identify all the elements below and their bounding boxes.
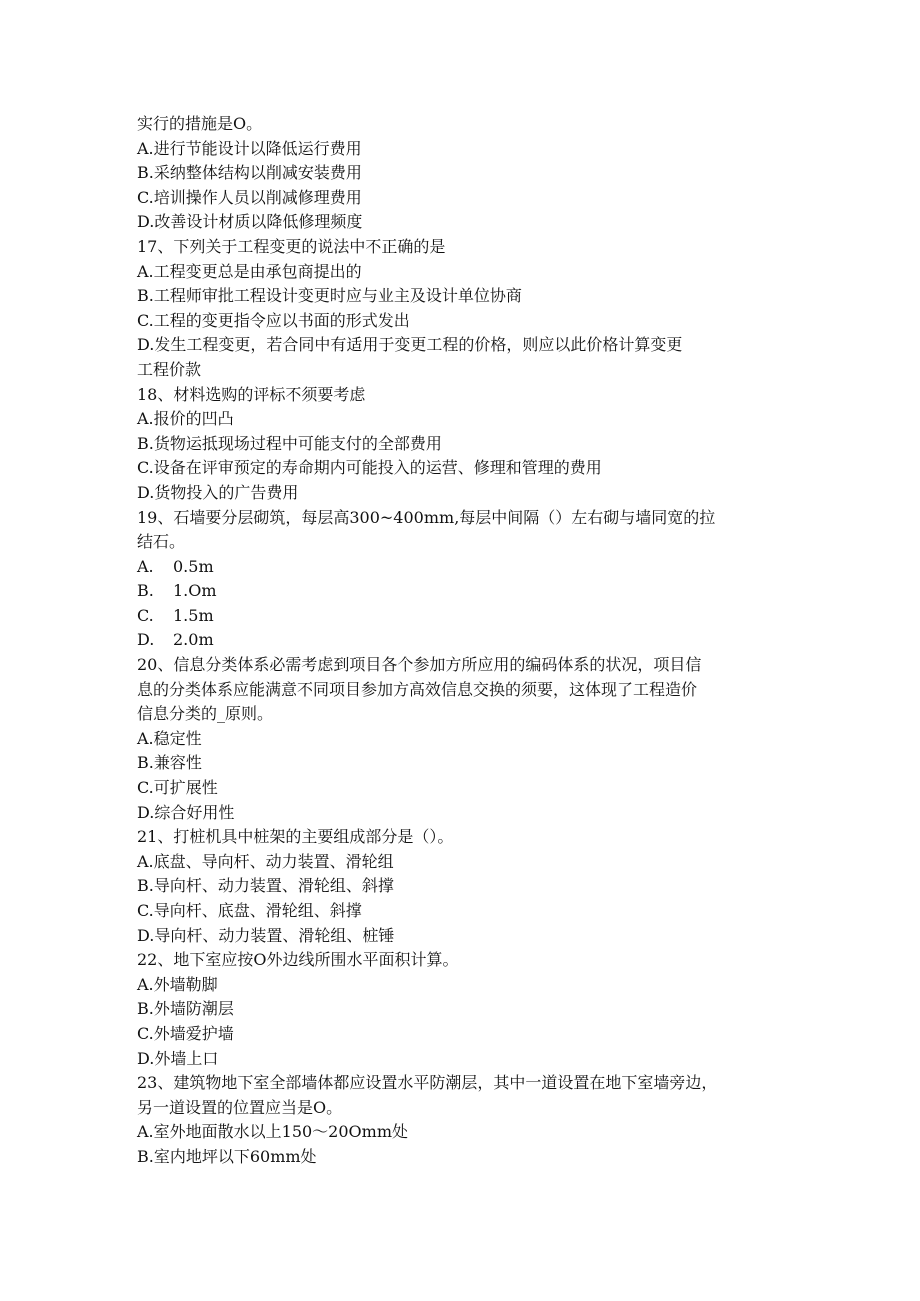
option-line: B.导向杆、动力装置、滑轮组、斜撑 [137, 876, 394, 896]
question-line: 21、打桩机具中桩架的主要组成部分是（）。 [137, 827, 454, 847]
question-line: 18、材料选购的评标不须要考虑 [137, 384, 366, 404]
option-line: A.室外地面散水以上150～20Omm处 [137, 1122, 409, 1142]
text-line: 实行的措施是O。 [137, 114, 263, 133]
option-line: B.采纳整体结构以削减安装费用 [137, 163, 362, 183]
option-letter: B. [137, 581, 154, 601]
text-line: 息的分类体系应能满意不同项目参加方高效信息交换的须要，这体现了工程造价 [137, 679, 698, 699]
text-line: 信息分类的_原则。 [137, 704, 274, 724]
option-line: C.外墙爱护墙 [137, 1023, 234, 1043]
option-line: C.导向杆、底盘、滑轮组、斜撑 [137, 901, 362, 920]
option-line: A.稳定性 [137, 728, 202, 748]
option-line: B.外墙防潮层 [137, 999, 234, 1019]
option-line: A.底盘、导向杆、动力装置、滑轮组 [137, 851, 394, 871]
option-line: B.工程师审批工程设计变更时应与业主及设计单位协商 [137, 286, 522, 306]
option-line [137, 555, 787, 580]
option-line: D.外墙上口 [137, 1048, 219, 1068]
question-line: 20、信息分类体系必需考虑到项目各个参加方所应用的编码体系的状况，项目信 [137, 655, 702, 675]
option-line: C.设备在评审预定的寿命期内可能投入的运营、修理和管理的费用 [137, 458, 602, 478]
option-line: B.货物运抵现场过程中可能支付的全部费用 [137, 433, 442, 453]
option-line: B.室内地坪以下60mm处 [137, 1146, 317, 1166]
option-letter: C. [137, 605, 154, 625]
option-line: B.兼容性 [137, 753, 202, 773]
option-value: 0.5m [173, 556, 214, 576]
option-letter: D. [137, 630, 155, 650]
option-line: A.进行节能设计以降低运行费用 [137, 138, 362, 158]
question-line: 19、石墙要分层砌筑，每层高300~400mm,每层中间隔（）左右砌与墙同宽的拉 [137, 507, 716, 527]
document-page [137, 112, 787, 1170]
option-line: A.工程变更总是由承包商提出的 [137, 261, 362, 281]
option-line: D.发生工程变更，若合同中有适用于变更工程的价格，则应以此价格计算变更 [137, 335, 683, 355]
option-line: C.培训操作人员以削减修理费用 [137, 187, 362, 207]
option-line: A.外墙勒脚 [137, 974, 218, 994]
text-line: 结石。 [137, 532, 186, 552]
option-line: D.改善设计材质以降低修理频度 [137, 212, 363, 232]
option-letter: A. [137, 556, 154, 576]
option-line [137, 628, 787, 653]
option-line: D.导向杆、动力装置、滑轮组、桩锤 [137, 925, 395, 945]
question-line: 23、建筑物地下室全部墙体都应设置水平防潮层，其中一道设置在地下室墙旁边， [137, 1073, 718, 1093]
option-line: C.工程的变更指令应以书面的形式发出 [137, 310, 410, 330]
option-line: D.货物投入的广告费用 [137, 482, 299, 502]
option-line [137, 604, 787, 629]
option-line [137, 579, 787, 604]
option-line: C.可扩展性 [137, 778, 218, 798]
option-value: 2.0m [173, 630, 214, 650]
option-value: 1.5m [173, 605, 214, 625]
option-value: 1.Om [173, 581, 217, 601]
option-line: A.报价的凹凸 [137, 409, 234, 429]
text-line: 工程价款 [137, 359, 202, 379]
option-line: D.综合好用性 [137, 802, 235, 822]
question-line: 22、地下室应按O外边线所围水平面积计算。 [137, 950, 459, 970]
question-line: 17、下列关于工程变更的说法中不正确的是 [137, 236, 446, 256]
text-line: 另一道设置的位置应当是O。 [137, 1097, 343, 1117]
